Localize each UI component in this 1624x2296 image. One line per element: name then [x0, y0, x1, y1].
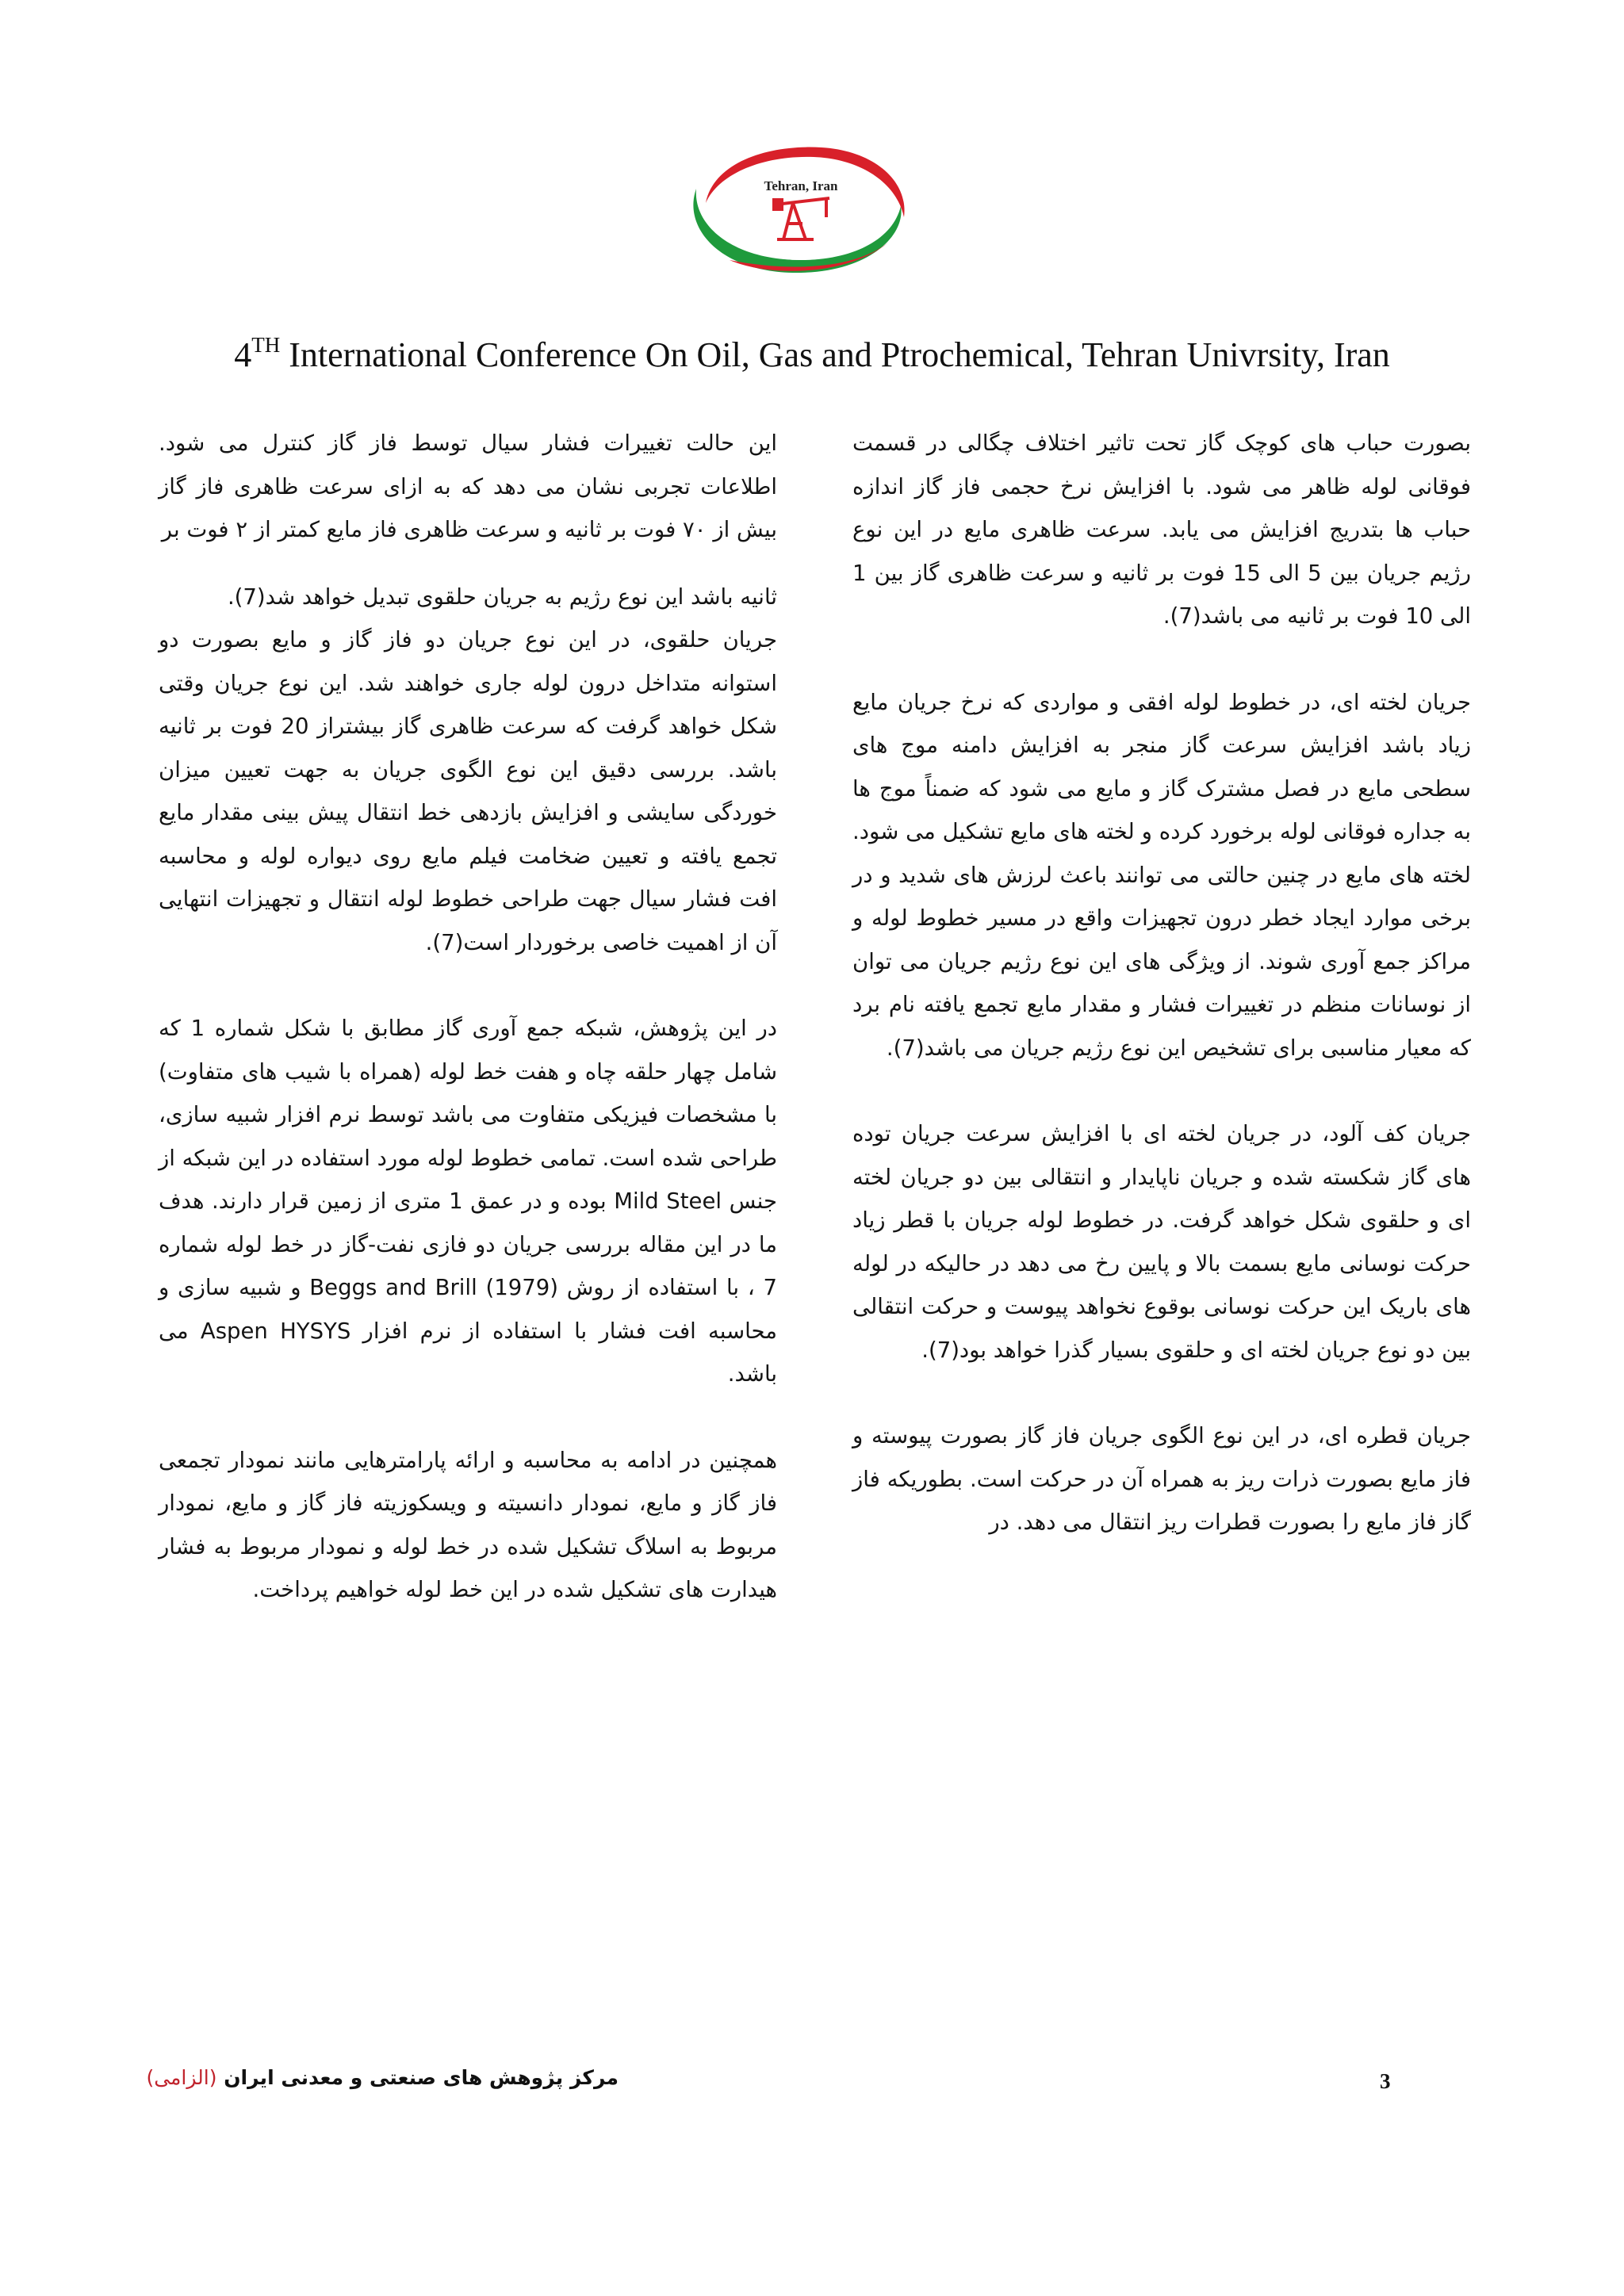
paragraph-annular-flow: جریان حلقوی، در این نوع جریان دو فاز گاز و مایع بصورت دو استوانه متداخل درون لوله جاری خواهند شد. این نوع جریان وقتی شکل خواهد گرفت که سرعت ظاهری گاز بیشتراز 20 فوت بر ثانیه باشد. بررسی دقیق این نوع الگوی جریان به جهت تعیین میزان خوردگی سایشی و افزایش بازدهی خط انتقال پیش بینی مقدار مایع تجمع یافته و تعیین ضخامت فیلم مایع روی دیواره لوله و محاسبه افت فشار سیال جهت طراحی خطوط لوله انتقال و تجهیزات انتهایی آن از اهمیت خاصی برخوردار است(7).: [159, 627, 777, 955]
organization-name: مرکز پژوهش های صنعتی و معدنی ایران: [224, 2066, 619, 2089]
right-column: [852, 422, 1471, 1544]
paragraph-further-analysis: همچنین در ادامه به محاسبه و ارائه پارامترهایی مانند نمودار تجمعی فاز گاز و مایع، نمودار دانسیته و ویسکوزیته فاز گاز و مایع، نمودار مربوط به اسلاگ تشکیل شده در خط لوله و نمودار مربوط به فشار هیدارت های تشکیل شده در این خط لوله خواهیم پرداخت.: [159, 1447, 777, 1602]
paragraph-slug-flow: جریان لخته ای، در خطوط لوله افقی و مواردی که نرخ جریان مایع زیاد باشد افزایش سرعت گاز منجر به افزایش دامنه موج های سطحی مایع در فصل مشترک گاز و مایع می شود که ضمناً موج ها به جداره فوقانی لوله برخورد کرده و لخته های مایع تشکیل می شود. لخته های مایع در چنین حالتی می توانند باعث لرزش های شدید و در برخی موارد ایجاد خطر درون تجهیزات واقع در مسیر خطوط لوله و مراکز جمع آوری شوند. از ویژگی های این نوع رژیم جریان می توان از نوسانات منظم در تغییرات فشار و مقدار مایع تجمع یافته نام برد که معیار مناسبی برای تشخیص این نوع رژیم جریان می باشد(7).: [852, 689, 1471, 1061]
page-number: 3: [1380, 2069, 1391, 2093]
oil-derrick-logo-icon: [674, 141, 912, 277]
paragraph-continuation: این حالت تغییرات فشار سیال توسط فاز گاز کنترل می شود. اطلاعات تجربی نشان می دهد که به ازای سرعت ظاهری فاز گاز بیش از ۷۰ فوت بر ثانیه و سرعت ظاهری فاز مایع کمتر از ۲ فوت بر: [159, 430, 777, 542]
organization-note: (الزامی): [146, 2066, 217, 2089]
paragraph-mist-flow: جریان قطره ای، در این نوع الگوی جریان فاز گاز بصورت پیوسته و فاز مایع بصورت ذرات ریز به همراه آن در حرکت است. بطوریکه فاز گاز فاز مایع را بصورت قطرات ریز انتقال می دهد. در: [852, 1423, 1471, 1535]
paragraph-bubble-flow: بصورت حباب های کوچک گاز تحت تاثیر اختلاف چگالی در قسمت فوقانی لوله ظاهر می شود. با افزایش نرخ حجمی فاز گاز اندازه حباب ها بتدریج افزایش می یابد. سرعت ظاهری مایع در این نوع رژیم جریان بین 5 الی 15 فوت بر ثانیه و سرعت ظاهری گاز بین 1 الی 10 فوت بر ثانیه می باشد(7).: [852, 430, 1471, 629]
paragraph-research-network: در این پژوهش، شبکه جمع آوری گاز مطابق با شکل شماره 1 که شامل چهار حلقه چاه و هفت خط لوله (همراه با شیب های متفاوت) با مشخصات فیزیکی متفاوت می باشد توسط نرم افزار شبیه سازی، طراحی شده است. تمامی خطوط لوله مورد استفاده در این شبکه از جنس Mild Steel بوده و در عمق 1 متری از زمین قرار دارند. هدف ما در این مقاله بررسی جریان دو فازی نفت-گاز در خط لوله شماره 7 ، با استفاده از روش Beggs and Brill (1979) و شبیه سازی و محاسبه افت فشار با استفاده از نرم افزار Aspen HYSYS می باشد.: [159, 1016, 778, 1387]
title-superscript: TH: [251, 333, 281, 357]
title-text: International Conference On Oil, Gas and Ptrochemical, Tehran Univrsity, Iran: [280, 335, 1390, 374]
paragraph-churn-flow: جریان کف آلود، در جریان لخته ای با افزایش سرعت جریان توده های گاز شکسته شده و جریان ناپایدار و انتقالی بین دو جریان لخته ای و حلقوی شکل خواهد گرفت. در خطوط لوله جریان با قطر زیاد حرکت نوسانی مایع بسمت بالا و پایین رخ می دهد در حالیکه در لوله های باریک این حرکت نوسانی بوقوع نخواهد پیوست و حرکت انتقالی بین دو نوع جریان لخته ای و حلقوی بسیار گذرا خواهد بود(7).: [852, 1121, 1471, 1363]
left-column: [159, 422, 777, 1612]
title-number: 4: [234, 335, 252, 374]
conference-logo: [674, 141, 912, 277]
paragraph-continuation-end: ثانیه باشد این نوع رژیم به جریان حلقوی تبدیل خواهد شد(7).: [227, 584, 777, 610]
logo-text: Tehran, Iran: [764, 178, 838, 193]
footer-organization: [146, 2066, 619, 2089]
conference-title: [143, 331, 1481, 379]
